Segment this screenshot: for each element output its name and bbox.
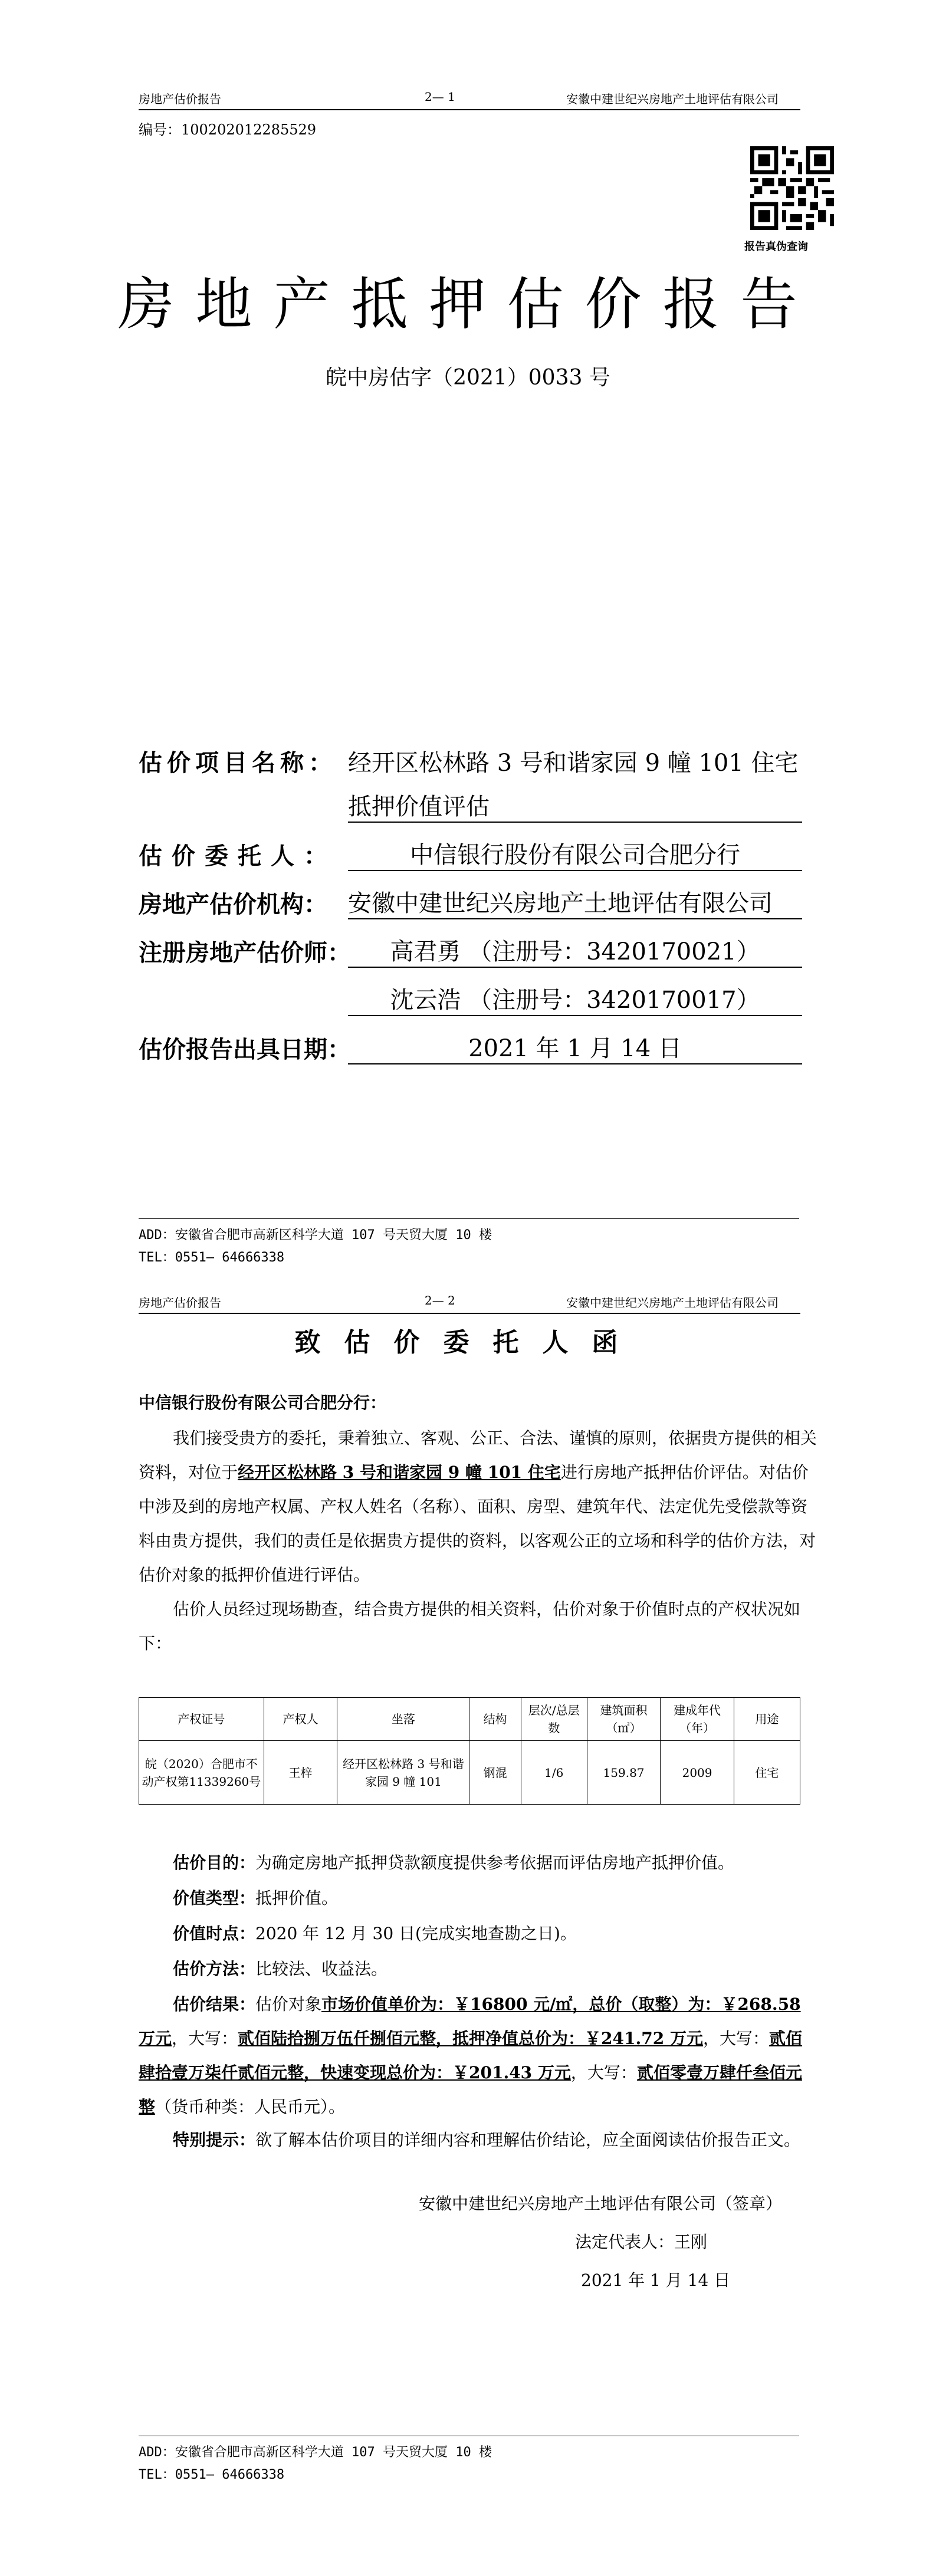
notice-label: 特别提示： [173,2130,256,2150]
legal-representative: 法定代表人：王刚 [575,2232,708,2252]
page-number: 2— 1 [425,90,455,104]
purpose-line: 估价目的：为确定房地产抵押贷款额度提供参考依据而评估房地产抵押价值。 [173,1853,735,1872]
purpose-label: 估价目的： [173,1853,256,1872]
appraiser-2: 沈云浩 （注册号：3420170017） [348,981,802,1016]
footer-address: ADD：安徽省合肥市高新区科学大道 107 号天贸大厦 10 楼 [139,1228,492,1243]
agency-value: 安徽中建世纪兴房地产土地评估有限公司 [348,885,802,919]
page2-footer-phone: TEL：0551— 64666338 [139,2467,285,2482]
value-date-label: 价值时点： [173,1924,256,1943]
property-table [139,1697,800,1805]
letter-title: 致估价委托人函 [294,1328,642,1358]
header-rule [139,109,800,110]
appraiser-1: 高君勇 （注册号：3420170021） [348,933,802,968]
footer-rule [139,1218,799,1219]
method-label: 估价方法： [173,1959,256,1979]
page2-header-rule [139,1313,800,1314]
appraiser-label: 注册房地产估价师： [139,939,351,967]
report-date-label: 估价报告出具日期： [139,1036,351,1063]
qr-code-icon[interactable] [750,146,834,230]
page1-footer [139,1224,492,1269]
appraiser-row [139,933,802,968]
value-type-line: 价值类型：抵押价值。 [173,1888,339,1908]
project-name-line2: 抵押价值评估 [348,788,802,823]
valuation-result: 估价结果：估价对象市场价值单价为：￥16800 元/㎡，总价（取整）为：￥268.58 万元，大写：贰佰陆拾捌万伍仟捌佰元整，抵押净值总价为：￥241.72 万元，大写：贰佰肆拾壹万柒仟贰佰元整，快速变现总价为：￥201.43 万元，大写：贰佰零壹万肆仟叁佰元整（货币种类：人民币元）。 [139,1995,802,2117]
report-date-value: 2021 年 1 月 14 日 [348,1030,802,1064]
page2-footer [139,2442,492,2486]
project-name-line1: 经开区松林路 3 号和谐家园 9 幢 101 住宅 [348,750,799,777]
appraiser-row-2 [139,981,802,1016]
property-location: 经开区松林路 3 号和谐家园 9 幢 101 住宅 [238,1463,561,1482]
method-line: 估价方法：比较法、收益法。 [173,1959,388,1979]
client-row [139,836,802,871]
table-row: 皖（2020）合肥市不动产权第11339260号 王梓 经开区松林路 3 号和谐家园 9 幢 101 钢混 1/6 159.87 2009 住宅 [139,1741,800,1805]
value-date-line: 价值时点：2020 年 12 月 30 日(完成实地查勘之日)。 [173,1924,577,1943]
page-header-left: 房地产估价报告 [139,92,221,106]
sign-date: 2021 年 1 月 14 日 [581,2271,731,2290]
page2-number: 2— 2 [425,1293,455,1307]
page2-footer-address: ADD：安徽省合肥市高新区科学大道 107 号天贸大厦 10 楼 [139,2445,492,2460]
letter-salutation: 中信银行股份有限公司合肥分行： [139,1393,387,1412]
special-notice: 特别提示：欲了解本估价项目的详细内容和理解估价结论，应全面阅读估价报告正文。 [173,2130,801,2150]
report-title: 房地产抵押估价报告 [117,271,819,337]
client-value: 中信银行股份有限公司合肥分行 [348,836,802,871]
report-reference-number: 皖中房估字（2021）0033 号 [326,366,610,390]
report-date-row [139,1030,802,1064]
project-name-label: 估价项目名称： [139,749,337,777]
page-header-right: 安徽中建世纪兴房地产土地评估有限公司 [566,92,779,106]
project-name-row-2 [139,788,802,823]
project-name-row [139,744,802,778]
client-label: 估价委托人： [139,842,337,870]
agency-label: 房地产估价机构： [139,891,327,918]
footer-phone: TEL：0551— 64666338 [139,1250,285,1265]
letter-paragraph-1: 我们接受贵方的委托，秉着独立、客观、公正、合法、谨慎的原则，依据贵方提供的相关资料，对位于经开区松林路 3 号和谐家园 9 幢 101 住宅进行房地产抵押估价评估。对估价中涉及到的房地产权属、产权人姓名（名称）、面积、房型、建筑年代、法定优先受偿款等资料由贵方提供，我们的责任是依据贵方提供的资料，以客观公正的立场和科学的估价方法，对估价对象的抵押价值进行评估。 [139,1428,817,1585]
signer: 安徽中建世纪兴房地产土地评估有限公司（签章） [419,2194,783,2213]
result-label: 估价结果： [173,1995,256,2014]
agency-row [139,885,802,919]
table-header-row: 产权证号 产权人 坐落 结构 层次/总层数 建筑面积（㎡） 建成年代（年） 用途 [139,1698,800,1741]
report-serial: 编号：100202012285529 [139,121,317,138]
page2-header-left: 房地产估价报告 [139,1296,221,1310]
value-type-label: 价值类型： [173,1888,256,1908]
page2-header-right: 安徽中建世纪兴房地产土地评估有限公司 [566,1296,779,1310]
letter-paragraph-2: 估价人员经过现场勘查，结合贵方提供的相关资料，估价对象于价值时点的产权状况如下： [139,1599,801,1653]
qr-caption: 报告真伪查询 [744,241,808,253]
